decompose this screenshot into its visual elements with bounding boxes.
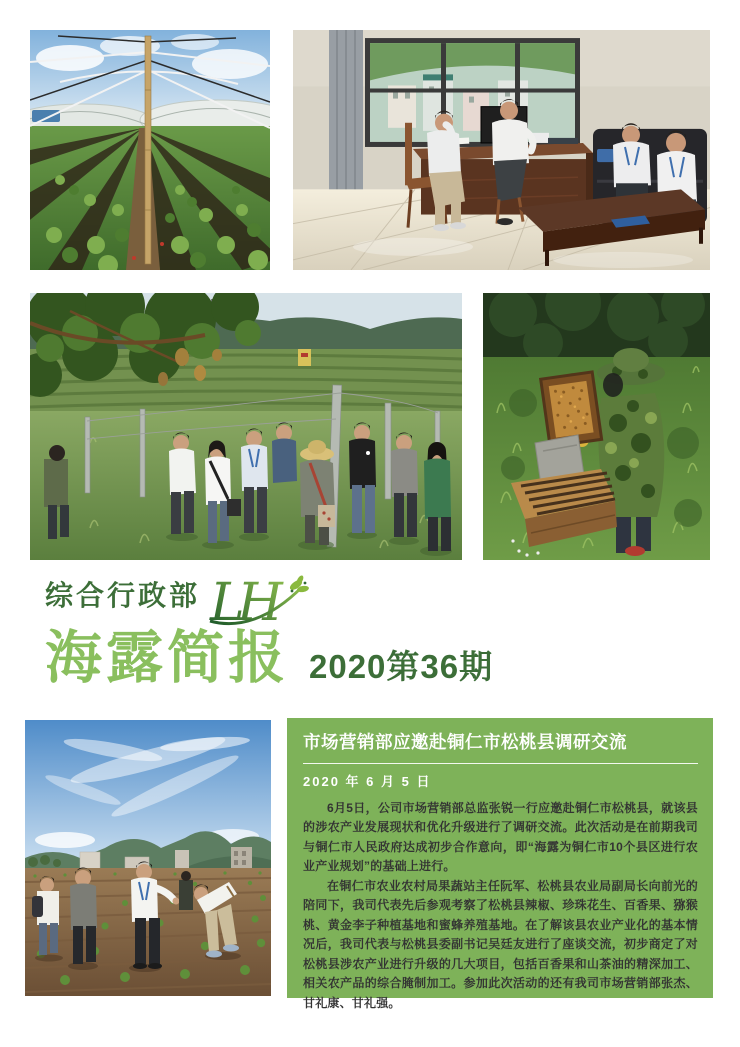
- department-name: 综合行政部: [45, 580, 201, 611]
- logo-letters: LH: [210, 575, 276, 631]
- company-logo: [208, 575, 310, 631]
- article-title: 市场营销部应邀赴铜仁市松桃县调研交流: [303, 732, 627, 752]
- article-paragraph: 在铜仁市农业农村局果蔬站主任阮军、松桃县农业局副局长向前光的陪同下，我司代表先后参观考察了松桃县辣椒、珍珠花生、百香果、猕猴桃、黄金李子种植基地和蜜蜂养殖基地。在了解该县农业产业化的基本情况后，我司代表与松桃县委副书记吴廷友进行了座谈交流，初步商定了对松桃县涉农产业进行升级的几大项目，包括百香果和山茶油的精深加工、相关农产品的综合腌制加工。参加此次活动的还有我司市场营销部张杰、甘礼康、甘礼强。: [303, 878, 698, 1010]
- bulletin-title: 海露简报: [45, 626, 289, 690]
- kiwi-orchard-photo: [30, 293, 462, 560]
- masthead: [45, 575, 705, 691]
- greenhouse-photo: [30, 30, 270, 270]
- beekeeping-photo: [483, 293, 710, 560]
- field-visit-photo: [25, 720, 271, 996]
- office-meeting-photo: [293, 30, 710, 270]
- issue-number: 2020第36期: [309, 647, 494, 685]
- title-separator: [303, 763, 698, 764]
- article-panel: [287, 718, 713, 1010]
- article-date: 2020 年 6 月 5 日: [303, 773, 432, 789]
- article-body: [303, 799, 698, 1014]
- article-paragraph: 6月5日，公司市场营销部总监张锐一行应邀赴铜仁市松桃县，就该县的涉农产业发展现状和优化升级进行了调研交流。此次活动是在前期我司与铜仁市人民政府达成初步合作意向，即“海露为铜仁市10个县区进行农业产业规划”的基础上进行。: [303, 800, 698, 874]
